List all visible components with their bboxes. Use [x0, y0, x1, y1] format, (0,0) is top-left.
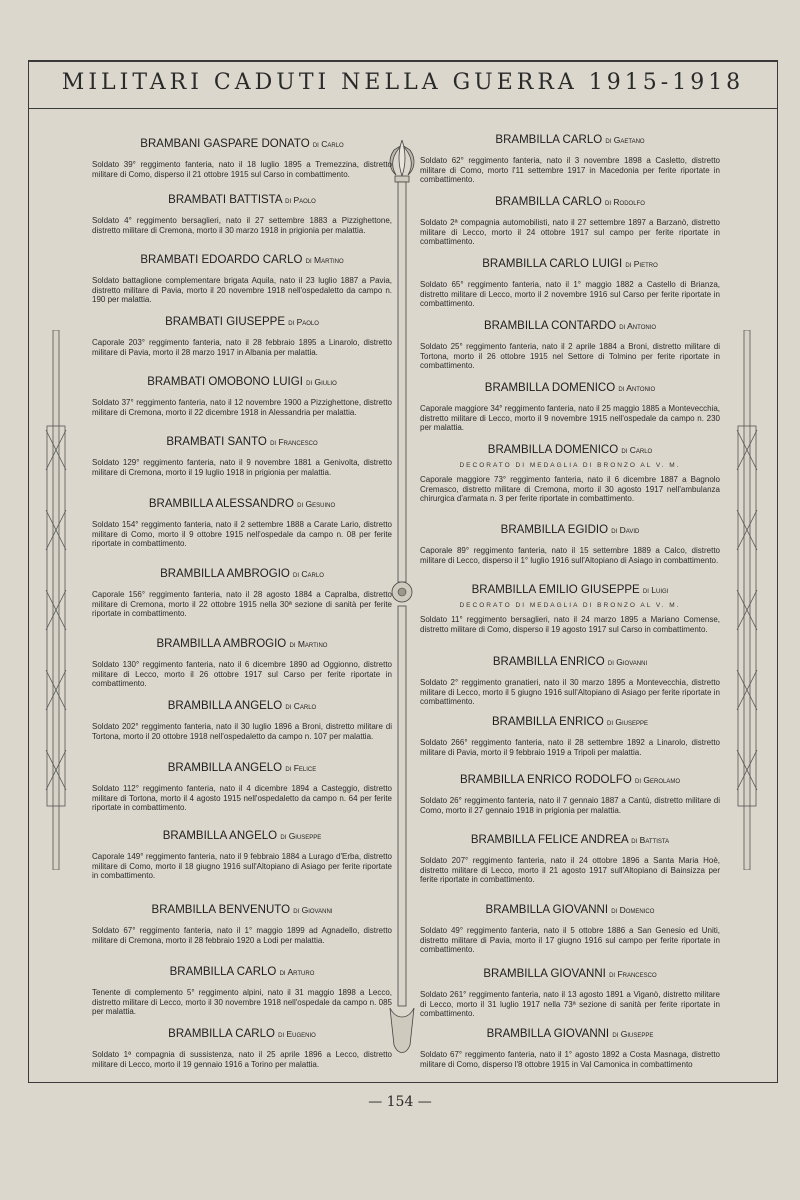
entry-desc: Soldato 266° reggimento fanteria, nato il 28 settembre 1892 a Linarolo, distretto militare di Pavia, morto il 9 febbraio 1919 a Tripoli per malattia.	[420, 738, 720, 757]
frame-bottom-rule	[28, 1082, 778, 1083]
entry-desc: Soldato 130° reggimento fanteria, nato il 6 dicembre 1890 ad Oggionno, distretto militare di Lecco, morto il 26 ottobre 1917 sul Carso per ferite riportate in combattimento.	[92, 660, 392, 688]
entry-desc: Soldato 112° reggimento fanteria, nato il 4 dicembre 1894 a Casteggio, distretto militare di Tortona, morto il 4 agosto 1915 nell'ospedaletto da campo n. 64 per ferite riportate in combattimento.	[92, 784, 392, 812]
entry	[92, 1028, 392, 1069]
entry-name: BRAMBILLA CARLO di Rodolfo	[495, 196, 645, 208]
entry-desc: Caporale 149° reggimento fanteria, nato il 9 febbraio 1884 a Lurago d'Erba, distretto militare di Como, morto il 18 giugno 1916 sull'Altopiano di Asiago per ferite riportate in combattimento.	[92, 852, 392, 880]
entry-desc: Soldato 65° reggimento fanteria, nato il 1° maggio 1882 a Castello di Brianza, distretto militare di Lecco, morto il 2 novembre 1916 sul Carso per ferite riportate in combattimento.	[420, 280, 720, 308]
entry-desc: Caporale maggiore 34° reggimento fanteria, nato il 25 maggio 1885 a Montevecchia, distretto militare di Lecco, morto il 9 novembre 1915 nell'ospedale da campo n. 230 per malattia.	[420, 404, 720, 432]
entry	[420, 774, 720, 815]
entry	[92, 194, 392, 235]
entry	[92, 498, 392, 549]
entry-desc: Soldato 67° reggimento fanteria, nato il 1° maggio 1899 ad Agnadello, distretto militare di Cremona, morto il 28 febbraio 1920 a Lodi per malattia.	[92, 926, 392, 945]
page-title: MILITARI CADUTI NELLA GUERRA 1915-1918	[61, 70, 745, 95]
entry-desc: Soldato 11° reggimento bersaglieri, nato il 24 marzo 1895 a Mariano Comense, distretto militare di Como, disperso il 19 agosto 1917 sul Carso in combattimento.	[420, 615, 720, 634]
entry-desc: Caporale 156° reggimento fanteria, nato il 28 agosto 1884 a Capralba, distretto militare di Cremona, morto il 22 ottobre 1915 nella 30ª sezione di sanità per ferite riportate in combattimento.	[92, 590, 392, 618]
entry-name: BRAMBILLA GIOVANNI di Giuseppe	[486, 1028, 654, 1040]
entry-name: BRAMBILLA DOMENICO di Carlo	[487, 444, 653, 456]
entry	[420, 196, 720, 247]
entry-desc: Soldato 1ª compagnia di sussistenza, nato il 25 aprile 1896 a Lecco, distretto militare di Lecco, morto il 19 gennaio 1916 a Torino per malattia.	[92, 1050, 392, 1069]
entry-desc: Soldato battaglione complementare brigata Aquila, nato il 23 luglio 1887 a Pavia, distretto militare di Pavia, morto il 20 novembre 1918 nell'ospedaletto da campo n. 190 per malattia.	[92, 276, 392, 304]
left-fasces-ornament	[44, 330, 68, 870]
right-fasces-ornament	[735, 330, 759, 870]
entry-desc: Caporale maggiore 73° reggimento fanteria, nato il 6 dicembre 1887 a Bagnolo Cremasco, distretto militare di Cremona, morto il 30 agosto 1917 nell'ambulanza chirurgica d'armata n. 3 per ferite riportate in combattimento.	[420, 475, 720, 503]
center-ornament	[392, 140, 412, 1040]
entry-name: BRAMBILLA ANGELO di Giuseppe	[162, 830, 322, 842]
entry-desc: Tenente di complemento 5° reggimento alpini, nato il 31 maggio 1898 a Lecco, distretto militare di Lecco, morto il 30 novembre 1918 nell'ospedale da campo n. 085 per malattia.	[92, 988, 392, 1016]
entry-desc: Caporale 89° reggimento fanteria, nato il 15 settembre 1889 a Calco, distretto militare di Lecco, disperso il 1° luglio 1916 sull'Altopiano di Asiago in combattimento.	[420, 546, 720, 565]
entry	[420, 904, 720, 955]
entry-name: BRAMBILLA FELICE ANDREA di Battista	[470, 834, 670, 846]
entry-name: BRAMBILLA ALESSANDRO di Gesuino	[148, 498, 336, 510]
entry	[92, 904, 392, 945]
entry	[92, 568, 392, 619]
entry-desc: Soldato 207° reggimento fanteria, nato il 24 ottobre 1896 a Santa Maria Hoè, distretto militare di Lecco, morto il 21 agosto 1917 sull'Altopiano di Bainsizza per ferite riportate in combattimento.	[420, 856, 720, 884]
entry-desc: Soldato 4° reggimento bersaglieri, nato il 27 settembre 1883 a Pizzighettone, distretto militare di Cremona, morto il 30 marzo 1918 in prigionia per malattia.	[92, 216, 392, 235]
entry	[92, 700, 392, 741]
entry	[420, 656, 720, 707]
entry	[420, 524, 720, 565]
entry-name: BRAMBILLA CONTARDO di Antonio	[483, 320, 657, 332]
entry-name: BRAMBILLA BENVENUTO di Giovanni	[151, 904, 333, 916]
entry	[420, 1028, 720, 1069]
fasces-icon	[735, 330, 759, 870]
entry-name: BRAMBILLA EGIDIO di David	[500, 524, 640, 536]
entry	[420, 320, 720, 371]
entry-desc: Soldato 129° reggimento fanteria, nato il 9 novembre 1881 a Genivolta, distretto militare di Cremona, morto il 19 luglio 1918 in prigionia per malattia.	[92, 458, 392, 477]
entry-name: BRAMBILLA ANGELO di Felice	[167, 762, 317, 774]
entry	[92, 966, 392, 1017]
entry-desc: Soldato 154° reggimento fanteria, nato il 2 settembre 1888 a Carate Lario, distretto militare di Como, morto il 9 ottobre 1915 nell'ospedale da campo n. 08 per ferite riportate in combattimento.	[92, 520, 392, 548]
entry-name: BRAMBILLA CARLO di Gaetano	[495, 134, 645, 146]
entry-name: BRAMBILLA DOMENICO di Antonio	[484, 382, 656, 394]
entry-name: BRAMBILLA CARLO di Eugenio	[168, 1028, 316, 1040]
entry-desc: Soldato 2° reggimento granatieri, nato il 30 marzo 1895 a Montevecchia, distretto militare di Lecco, morto il 5 giugno 1916 sull'Altopiano di Asiago per ferite riportate in combattimento.	[420, 678, 720, 706]
frame-right-rule	[777, 60, 778, 1082]
entry-name: BRAMBILLA ANGELO di Carlo	[167, 700, 317, 712]
entry	[420, 834, 720, 885]
entry-name: BRAMBATI OMOBONO LUIGI di Giulio	[147, 376, 337, 388]
entry	[420, 134, 720, 185]
entry-desc: Soldato 39° reggimento fanteria, nato il 18 luglio 1895 a Tremezzina, distretto militare di Como, disperso il 21 ottobre 1915 sul Carso in combattimento.	[92, 160, 392, 179]
entry-name: BRAMBILLA CARLO di Arturo	[169, 966, 315, 978]
entry	[420, 382, 720, 433]
entry-desc: Soldato 2ª compagnia automobilisti, nato il 27 settembre 1897 a Barzanò, distretto militare di Lecco, morto il 24 ottobre 1917 sul campo per ferite riportate in combattimento.	[420, 218, 720, 246]
entry-name: BRAMBILLA CARLO LUIGI di Pietro	[482, 258, 658, 270]
entry-desc: Soldato 37° reggimento fanteria, nato il 12 novembre 1900 a Pizzighettone, distretto militare di Cremona, morto il 22 dicembre 1918 in Alessandria per malattia.	[92, 398, 392, 417]
fasces-icon	[44, 330, 68, 870]
entry-desc: Soldato 202° reggimento fanteria, nato il 30 luglio 1896 a Broni, distretto militare di Tortona, morto il 20 ottobre 1918 nell'ospedaletto da campo n. 107 per malattia.	[92, 722, 392, 741]
entry-name: BRAMBATI GIUSEPPE di Paolo	[165, 316, 319, 328]
frame-left-rule	[28, 60, 29, 1082]
entry-desc: Soldato 67° reggimento fanteria, nato il 1° agosto 1892 a Costa Masnaga, distretto militare di Como, disperso l'8 ottobre 1915 in Val Camonica in combattimento	[420, 1050, 720, 1069]
entry	[420, 258, 720, 309]
entry-name: BRAMBILLA GIOVANNI di Francesco	[483, 968, 657, 980]
page-number: — 154 —	[368, 1094, 432, 1110]
entry	[420, 444, 720, 504]
entry	[92, 762, 392, 813]
entry-name: BRAMBATI BATTISTA di Paolo	[168, 194, 316, 206]
entry-name: BRAMBILLA AMBROGIO di Carlo	[160, 568, 324, 580]
entry-name: BRAMBATI SANTO di Francesco	[166, 436, 318, 448]
entry-desc: Soldato 261° reggimento fanteria, nato il 13 agosto 1891 a Viganò, distretto militare di Lecco, morto il 31 luglio 1917 nella 73ª sezione di sanità per ferite riportate in combattimento.	[420, 990, 720, 1018]
entry-name: BRAMBILLA ENRICO di Giovanni	[492, 656, 648, 668]
entry-name: BRAMBANI GASPARE DONATO di Carlo	[140, 138, 344, 150]
frame-top-rule	[28, 60, 778, 62]
entry	[92, 638, 392, 689]
entry	[420, 968, 720, 1019]
entry	[92, 376, 392, 417]
entry	[420, 584, 720, 634]
entry	[92, 254, 392, 305]
entry-name: BRAMBILLA ENRICO di Giuseppe	[491, 716, 649, 728]
entry-desc: Soldato 26° reggimento fanteria, nato il 7 gennaio 1887 a Cantù, distretto militare di Como, morto il 27 gennaio 1918 in prigionia per malattia.	[420, 796, 720, 815]
decoration-note: DECORATO DI MEDAGLIA DI BRONZO AL V. M.	[459, 462, 681, 469]
decoration-note: DECORATO DI MEDAGLIA DI BRONZO AL V. M.	[459, 602, 681, 609]
entry-name: BRAMBILLA EMILIO GIUSEPPE di Luigi	[471, 584, 669, 596]
entry-name: BRAMBILLA ENRICO RODOLFO di Gerolamo	[459, 774, 681, 786]
entry	[92, 830, 392, 881]
entry-name: BRAMBATI EDOARDO CARLO di Martino	[140, 254, 344, 266]
entry-name: BRAMBILLA GIOVANNI di Domenico	[485, 904, 655, 916]
entry-desc: Soldato 49° reggimento fanteria, nato il 5 ottobre 1886 a San Genesio ed Uniti, distretto militare di Pavia, morto il 17 giugno 1916 sul campo per ferite riportate in combattimento.	[420, 926, 720, 954]
entry-name: BRAMBILLA AMBROGIO di Martino	[156, 638, 328, 650]
entry-desc: Soldato 62° reggimento fanteria, nato il 3 novembre 1898 a Casletto, distretto militare di Como, morto l'11 settembre 1917 in Macedonia per ferite riportate in combattimento.	[420, 156, 720, 184]
frame-header-rule	[28, 108, 778, 109]
entry	[420, 716, 720, 757]
entry	[92, 138, 392, 179]
entry	[92, 316, 392, 357]
entry-desc: Caporale 203° reggimento fanteria, nato il 28 febbraio 1895 a Linarolo, distretto militare di Pavia, morto il 28 marzo 1917 in Albania per malattia.	[92, 338, 392, 357]
entry	[92, 436, 392, 477]
entry-desc: Soldato 25° reggimento fanteria, nato il 2 aprile 1884 a Broni, distretto militare di Tortona, morto il 26 ottobre 1915 nel Settore di Tolmino per ferite riportate in combattimento.	[420, 342, 720, 370]
